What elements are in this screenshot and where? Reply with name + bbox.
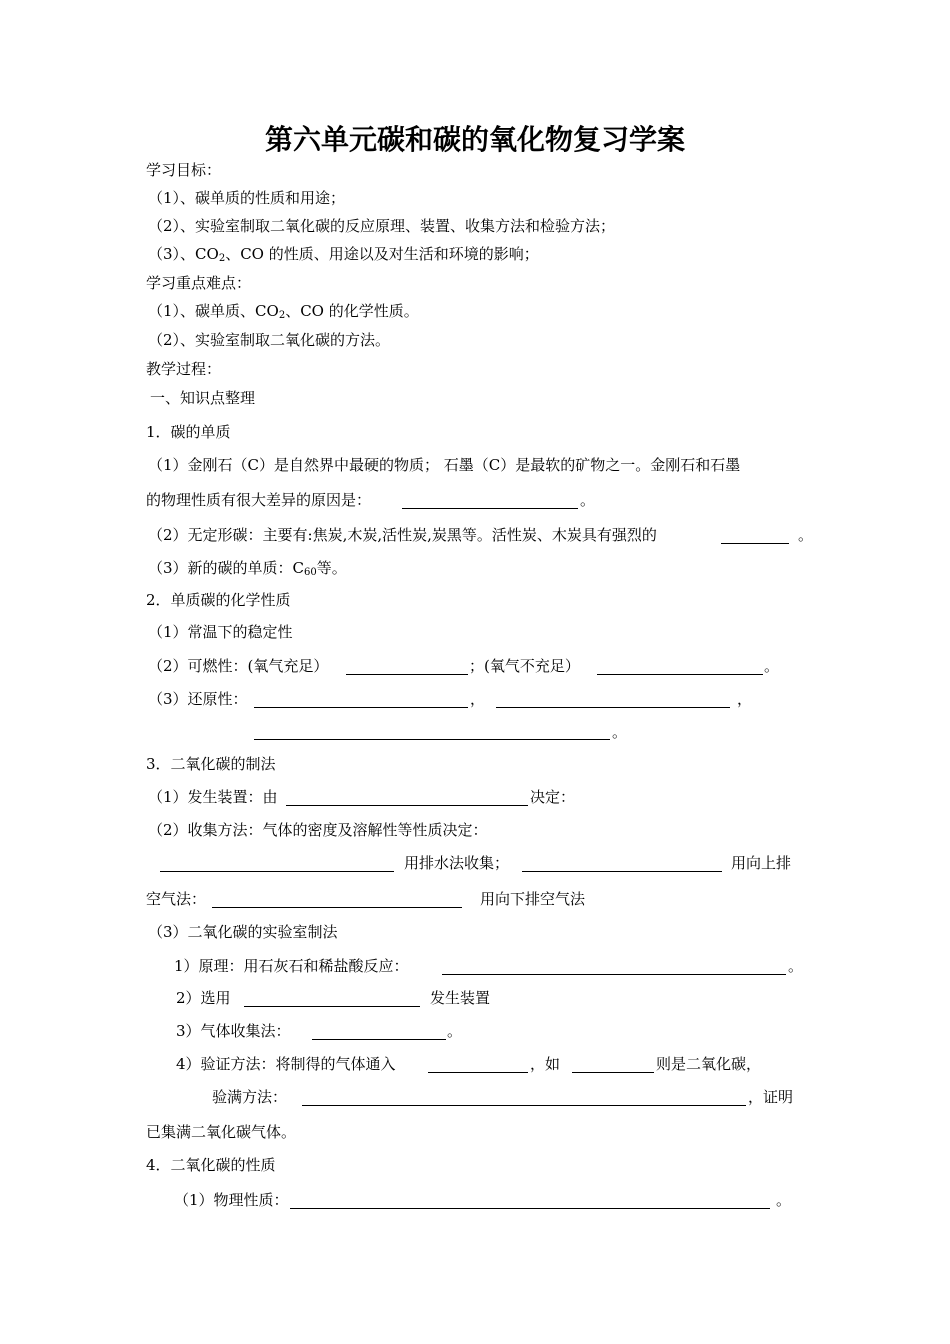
text-line: 1）原理：用石灰石和稀盐酸反应： [174,957,409,975]
fill-blank[interactable] [244,1006,420,1007]
fill-blank[interactable] [402,508,578,509]
fill-blank[interactable] [572,1072,654,1073]
subsection-heading: 1．碳的单质 [146,423,231,441]
text-line: 用向上排 [731,854,792,872]
punctuation: 。 [580,491,596,509]
fill-blank[interactable] [290,1208,770,1209]
text-line: ；(氧气不充足） [469,657,580,675]
text-line: （2）收集方法：气体的密度及溶解性等性质决定： [148,821,488,839]
text-line: （3）还原性： [148,690,248,708]
fill-blank[interactable] [428,1072,528,1073]
subsection-heading: 2．单质碳的化学性质 [146,591,291,609]
fill-blank[interactable] [312,1039,446,1040]
text-line: （2）无定形碳：主要有:焦炭,木炭,活性炭,炭黑等。活性炭、木炭具有强烈的 [148,526,657,544]
punctuation: 。 [612,723,628,741]
goal-item-3: （3）、$CO_2$、CO 的性质、用途以及对生活和环境的影响； [148,245,539,264]
section-heading: 一、知识点整理 [150,389,256,407]
goal-item-1: （1）、碳单质的性质和用途； [148,189,346,207]
text-line: 用向下排空气法 [480,890,586,908]
fill-blank[interactable] [254,707,468,708]
text-line: （2）可燃性：(氧气充足） [148,657,329,675]
text-line: 则是二氧化碳， [656,1055,762,1073]
text-line: 用排水法收集； [404,854,510,872]
punctuation: ， [737,690,753,708]
key-item-2: （2）、实验室制取二氧化碳的方法。 [148,331,391,349]
text-line: （3）二氧化碳的实验室制法 [148,923,338,941]
text-line: （1）金刚石（C）是自然界中最硬的物质； 石墨（C）是最软的矿物之一。金刚石和石墨 [148,456,741,474]
key-heading: 学习重点难点： [146,274,252,292]
subsection-heading: 4．二氧化碳的性质 [146,1156,276,1174]
text-line: 3）气体收集法： [176,1022,291,1040]
text-line: （1）物理性质： [174,1191,289,1209]
text-line: 已集满二氧化碳气体。 [146,1123,297,1141]
text-line: 的物理性质有很大差异的原因是： [146,491,372,509]
fill-blank[interactable] [346,674,468,675]
text-line: 决定： [530,788,576,806]
punctuation: 。 [788,957,804,975]
fill-blank[interactable] [496,707,730,708]
text-line: （3）新的碳的单质：$C_{60}$等。 [148,559,347,578]
fill-blank[interactable] [160,871,394,872]
fill-blank[interactable] [286,805,528,806]
text-line: 4）验证方法：将制得的气体通入 [176,1055,396,1073]
key-item-1: （1）、碳单质、$CO_2$、CO 的化学性质。 [148,302,419,321]
fill-blank[interactable] [522,871,722,872]
punctuation: 。 [776,1191,792,1209]
punctuation: 。 [764,657,780,675]
punctuation: 。 [447,1022,463,1040]
text-line: 发生装置 [430,989,491,1007]
fill-blank[interactable] [212,907,462,908]
punctuation: 。 [798,526,814,544]
process-heading: 教学过程： [146,360,222,378]
fill-blank[interactable] [254,739,610,740]
fill-blank[interactable] [597,674,763,675]
page-title: 第六单元碳和碳的氧化物复习学案 [264,123,685,156]
text-line: ，如 [530,1055,561,1073]
text-line: 验满方法： [212,1088,288,1106]
text-line: （1）常温下的稳定性 [148,623,293,641]
fill-blank[interactable] [721,543,789,544]
subsection-heading: 3．二氧化碳的制法 [146,755,276,773]
text-line: ，证明 [748,1088,794,1106]
punctuation: ， [470,690,486,708]
goals-heading: 学习目标： [146,161,222,179]
fill-blank[interactable] [442,974,786,975]
text-line: （1）发生装置：由 [148,788,278,806]
text-line: 空气法： [146,890,207,908]
goal-item-2: （2）、实验室制取二氧化碳的反应原理、装置、收集方法和检验方法； [148,217,616,235]
text-line: 2）选用 [176,989,231,1007]
fill-blank[interactable] [302,1105,746,1106]
